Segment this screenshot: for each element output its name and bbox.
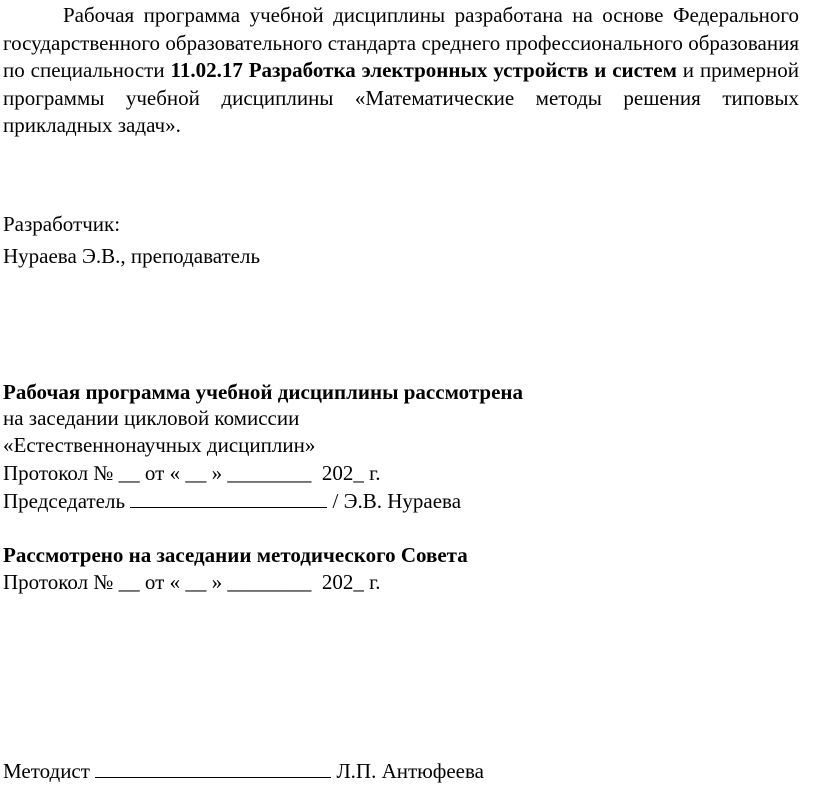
methodist-signature-line bbox=[95, 760, 331, 778]
methodist-label: Методист bbox=[3, 759, 90, 783]
chairman-label: Председатель bbox=[3, 489, 126, 513]
commission-protocol: Протокол № __ от « __ » ________ 202_ г. bbox=[3, 461, 381, 485]
specialty-code-title: 11.02.17 Разработка электронных устройств и систем bbox=[170, 58, 677, 83]
developer-label: Разработчик: bbox=[3, 212, 121, 236]
intro-paragraph bbox=[3, 2, 799, 140]
council-protocol: Протокол № __ от « __ » ________ 202_ г. bbox=[3, 570, 381, 594]
chairman-signature-line bbox=[130, 490, 327, 508]
commission-heading: Рабочая программа учебной дисциплины рассмотрена bbox=[3, 380, 523, 404]
methodist-line bbox=[3, 759, 484, 783]
methodist-name: Л.П. Антюфеева bbox=[336, 759, 484, 783]
chairman-name: / Э.В. Нураева bbox=[332, 489, 462, 513]
developer-name: Нураева Э.В., преподаватель bbox=[3, 244, 261, 268]
council-heading: Рассмотрено на заседании методического Совета bbox=[3, 543, 468, 567]
intro-text-start: Рабочая программа учебной дисциплины разработана на основе Федерального государственного образовательного стандарта среднего профессионального образования по специальности bbox=[3, 3, 799, 83]
intro-text-end: и примерной программы учебной дисциплины «Математические методы решения типовых прикладных задач». bbox=[3, 58, 800, 138]
commission-line-2: «Естественнонаучных дисциплин» bbox=[3, 433, 316, 457]
commission-line-1: на заседании цикловой комиссии bbox=[3, 406, 300, 430]
chairman-line bbox=[3, 489, 461, 513]
